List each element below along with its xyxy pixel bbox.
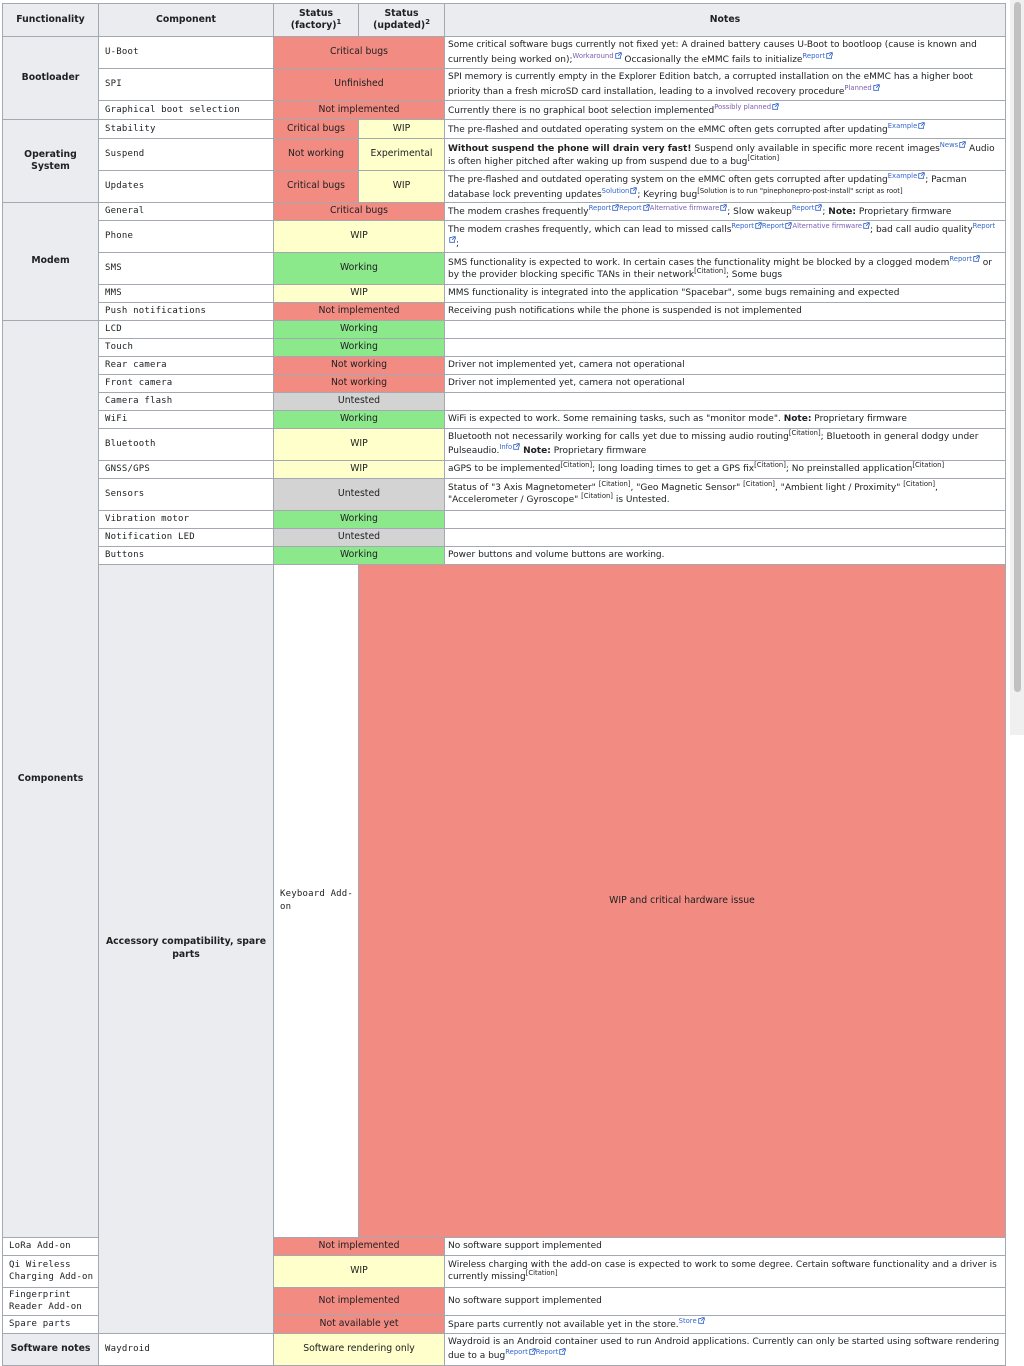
component-name: WiFi xyxy=(99,410,274,428)
citation-needed: [Citation] xyxy=(694,267,726,276)
status-badge: Software rendering only xyxy=(274,1333,445,1365)
notes-cell xyxy=(445,338,1006,356)
citation-needed: [Citation] xyxy=(747,153,780,162)
status-badge: WIP xyxy=(274,460,445,478)
notes-cell: The pre-flashed and outdated operating system on the eMMC often gets corrupted after updating$^{Example}$ xyxy=(445,120,1006,139)
news-link[interactable]: News xyxy=(939,141,959,150)
status-badge: Not available yet xyxy=(274,1315,445,1333)
component-name: Fingerprint Reader Add-on xyxy=(3,1287,99,1315)
notes-cell: Waydroid is an Android container used to run Android applications. Currently can only be started using software rendering due to a bug$^{Report Report}$ xyxy=(445,1333,1006,1365)
citation-needed: [Citation] xyxy=(788,428,821,437)
component-name: Bluetooth xyxy=(99,428,274,460)
citation-needed: [Citation] xyxy=(754,461,786,470)
header-functionality: Functionality xyxy=(3,4,99,37)
status-badge: Not implemented xyxy=(274,101,445,120)
citation-needed: [Citation] xyxy=(912,461,945,470)
notes-cell xyxy=(445,320,1006,338)
external-link-icon xyxy=(643,204,650,211)
report-link[interactable]: Report xyxy=(619,204,642,213)
group-bootloader: Bootloader xyxy=(3,37,99,120)
report-link[interactable]: Report xyxy=(949,254,972,263)
citation-needed: [Citation] xyxy=(581,492,613,501)
notes-cell: SPI memory is currently empty in the Explorer Edition batch, a corrupted installation on the eMMC has a higher boot priority than a fresh microSD card installation, leading to a involved recovery procedure$^{Planned}$ xyxy=(445,69,1006,101)
alternative-firmware-link[interactable]: Alternative firmware xyxy=(792,222,863,230)
example-link[interactable]: Example xyxy=(887,121,918,130)
row-stability xyxy=(3,120,1006,139)
header-status-updated: Status (updated)$^2$ xyxy=(359,4,445,37)
header-component: Component xyxy=(99,4,274,37)
status-badge: Not implemented xyxy=(274,1237,445,1255)
row-phone xyxy=(3,221,1006,253)
external-link-icon xyxy=(529,1348,536,1355)
status-badge: WIP xyxy=(274,428,445,460)
external-link-icon xyxy=(449,236,456,243)
notes-cell: The modem crashes frequently$^{Report Report Alternative firmware}$ ; Slow wakeup$^{Report}$ ; Note: Proprietary firmware xyxy=(445,203,1006,221)
notes-cell: Currently there is no graphical boot selection implemented$^{Possibly planned}$ xyxy=(445,101,1006,120)
notes-cell: The modem crashes frequently, which can lead to missed calls$^{Report Report Alternative firmware}$ ; bad call audio quality$^{Report}$; xyxy=(445,221,1006,253)
notes-cell: Status of "3 Axis Magnetometer" [Citation], "Geo Magnetic Sensor" [Citation], "Ambient light / Proximity" [Citation], "Accelerometer / Gyroscope" [Citation] is Untested. xyxy=(445,478,1006,510)
status-badge: Critical bugs xyxy=(274,37,445,69)
row-touch xyxy=(3,338,1006,356)
component-name: Updates xyxy=(99,171,274,203)
notes-cell: Without suspend the phone will drain very fast! Suspend only available in specific more recent images$^{News}$ Audio is often higher pitched after waking up from suspend due to a bug[Citation] xyxy=(445,139,1006,171)
group-operating-system: Operating System xyxy=(3,120,99,203)
notes-cell: The pre-flashed and outdated operating system on the eMMC often gets corrupted after updating$^{Example}$ ; Pacman database lock preventing updates$^{Solution}$ ; Keyring bug[Solution is to run "pinephonepro-post-install" script as root] xyxy=(445,171,1006,203)
notes-cell: Wireless charging with the add-on case is expected to work to some degree. Certain software functionality and a driver is currently missing[Citation] xyxy=(445,1255,1006,1287)
status-badge: Untested xyxy=(274,392,445,410)
header-row xyxy=(3,4,1006,37)
row-push-notifications xyxy=(3,302,1006,320)
row-lcd xyxy=(3,320,1006,338)
notes-cell: Power buttons and volume buttons are working. xyxy=(445,546,1006,564)
status-badge: Working xyxy=(274,410,445,428)
status-badge: Untested xyxy=(274,528,445,546)
external-link-icon xyxy=(559,1348,566,1355)
status-badge: Not implemented xyxy=(274,302,445,320)
workaround-link[interactable]: Workaround xyxy=(572,51,614,60)
citation-needed: [Citation] xyxy=(598,479,631,488)
component-name: SMS xyxy=(99,252,274,284)
row-mms xyxy=(3,284,1006,302)
status-badge: WIP xyxy=(274,1255,445,1287)
component-name: General xyxy=(99,203,274,221)
report-link[interactable]: Report xyxy=(972,222,996,230)
row-notification-led xyxy=(3,528,1006,546)
row-waydroid xyxy=(3,1333,1006,1365)
component-name: Push notifications xyxy=(99,302,274,320)
group-software-notes: Software notes xyxy=(3,1333,99,1365)
external-link-icon xyxy=(826,52,833,59)
notes-cell: aGPS to be implemented[Citation]; long loading times to get a GPS fix[Citation]; No preinstalled application[Citation] xyxy=(445,460,1006,478)
component-name: Keyboard Add-on xyxy=(274,564,359,1237)
row-gnss xyxy=(3,460,1006,478)
status-badge: Working xyxy=(274,338,445,356)
status-factory-badge: Not working xyxy=(274,139,359,171)
notes-cell: Bluetooth not necessarily working for calls yet due to missing audio routing[Citation]; Bluetooth in general dodgy under Pulseaudio.$^{Info}$ Note: Proprietary firmware xyxy=(445,428,1006,460)
component-name: SPI xyxy=(99,69,274,101)
notes-cell: SMS functionality is expected to work. In certain cases the functionality might be blocked by a clogged modem$^{Report}$ or by the provider blocking specific TANs in their network[Citation]; Some bugs xyxy=(445,252,1006,284)
row-bluetooth xyxy=(3,428,1006,460)
report-link[interactable]: Report xyxy=(535,1348,559,1357)
citation-needed: [Citation] xyxy=(903,479,936,488)
notes-cell: Spare parts currently not available yet in the store.$^{Store}$ xyxy=(445,1315,1006,1333)
row-vibration-motor xyxy=(3,510,1006,528)
row-front-camera xyxy=(3,374,1006,392)
component-name: GNSS/GPS xyxy=(99,460,274,478)
external-link-icon xyxy=(615,52,622,59)
row-keyboard-addon xyxy=(3,564,1006,1237)
store-link[interactable]: Store xyxy=(678,1316,697,1325)
external-link-icon xyxy=(973,255,980,262)
component-name: Phone xyxy=(99,221,274,253)
report-link[interactable]: Report xyxy=(731,222,754,230)
row-sms xyxy=(3,252,1006,284)
group-components: Components xyxy=(3,320,99,1237)
external-link-icon xyxy=(772,103,779,110)
status-badge: WIP and critical hardware issue xyxy=(359,564,1006,1237)
status-updated-badge: WIP xyxy=(359,120,445,139)
scrollbar-thumb[interactable] xyxy=(1014,2,1021,692)
component-name: Touch xyxy=(99,338,274,356)
status-badge: Untested xyxy=(274,478,445,510)
status-badge: WIP xyxy=(274,221,445,253)
status-badge: Not implemented xyxy=(274,1287,445,1315)
row-uboot xyxy=(3,37,1006,69)
notes-cell xyxy=(445,392,1006,410)
report-link[interactable]: Report xyxy=(505,1348,528,1357)
vertical-scrollbar[interactable] xyxy=(1010,0,1024,735)
row-updates xyxy=(3,171,1006,203)
status-badge: Not working xyxy=(274,356,445,374)
component-name: Front camera xyxy=(99,374,274,392)
component-name: Notification LED xyxy=(99,528,274,546)
solution-link[interactable]: Solution xyxy=(601,186,630,195)
notes-cell: MMS functionality is integrated into the application "Spacebar", some bugs remaining and expected xyxy=(445,284,1006,302)
external-link-icon xyxy=(755,222,762,229)
notes-cell xyxy=(445,528,1006,546)
component-name: Sensors xyxy=(99,478,274,510)
notes-cell: No software support implemented xyxy=(445,1287,1006,1315)
component-name: Rear camera xyxy=(99,356,274,374)
status-badge: Unfinished xyxy=(274,69,445,101)
possibly-planned-link[interactable]: Possibly planned xyxy=(714,102,772,111)
external-link-icon xyxy=(698,1317,705,1324)
status-badge: Working xyxy=(274,546,445,564)
planned-link[interactable]: Planned xyxy=(844,83,872,92)
header-status-factory: Status (factory)$^1$ xyxy=(274,4,359,37)
header-notes: Notes xyxy=(445,4,1006,37)
component-name: Buttons xyxy=(99,546,274,564)
group-modem: Modem xyxy=(3,203,99,321)
report-link[interactable]: Report xyxy=(802,51,825,60)
notes-cell: Receiving push notifications while the phone is suspended is not implemented xyxy=(445,302,1006,320)
row-spi xyxy=(3,69,1006,101)
row-rear-camera xyxy=(3,356,1006,374)
row-graphical-boot xyxy=(3,101,1006,120)
external-link-icon xyxy=(873,84,880,91)
status-badge: Not working xyxy=(274,374,445,392)
row-buttons xyxy=(3,546,1006,564)
report-link[interactable]: Report xyxy=(761,222,785,230)
external-link-icon xyxy=(863,222,870,229)
row-suspend xyxy=(3,139,1006,171)
report-link[interactable]: Report xyxy=(791,204,815,213)
status-badge: WIP xyxy=(274,284,445,302)
component-name: U-Boot xyxy=(99,37,274,69)
status-updated-badge: WIP xyxy=(359,171,445,203)
component-name: LoRa Add-on xyxy=(3,1237,99,1255)
row-wifi xyxy=(3,410,1006,428)
row-camera-flash xyxy=(3,392,1006,410)
component-name: Vibration motor xyxy=(99,510,274,528)
status-badge: Working xyxy=(274,320,445,338)
component-name: Qi Wireless Charging Add-on xyxy=(3,1255,99,1287)
row-modem-general xyxy=(3,203,1006,221)
citation-note: [Solution is to run "pinephonepro-post-install" script as root] xyxy=(697,186,903,195)
alternative-firmware-link[interactable]: Alternative firmware xyxy=(649,204,720,213)
citation-needed: [Citation] xyxy=(743,479,775,488)
component-name: Suspend xyxy=(99,139,274,171)
status-badge: Working xyxy=(274,252,445,284)
status-badge: Critical bugs xyxy=(274,203,445,221)
citation-needed: [Citation] xyxy=(560,461,593,470)
info-link[interactable]: Info xyxy=(499,443,513,452)
notes-cell xyxy=(445,510,1006,528)
status-table xyxy=(2,3,1006,1366)
notes-cell: WiFi is expected to work. Some remaining tasks, such as "monitor mode". Note: Proprietary firmware xyxy=(445,410,1006,428)
component-name: MMS xyxy=(99,284,274,302)
notes-cell: Driver not implemented yet, camera not operational xyxy=(445,356,1006,374)
notes-cell: Some critical software bugs currently not fixed yet: A drained battery causes U-Boot to bootloop (cause is known and currently being worked on);$^{Workaround}$ Occasionally the eMMC fails to initialize$^{Report}$ xyxy=(445,37,1006,69)
report-link[interactable]: Report xyxy=(588,204,612,213)
component-name: Waydroid xyxy=(99,1333,274,1365)
notes-cell: Driver not implemented yet, camera not operational xyxy=(445,374,1006,392)
component-name: Graphical boot selection xyxy=(99,101,274,120)
status-badge: Working xyxy=(274,510,445,528)
component-name: Camera flash xyxy=(99,392,274,410)
component-name: LCD xyxy=(99,320,274,338)
component-name: Spare parts xyxy=(3,1315,99,1333)
group-accessory: Accessory compatibility, spare parts xyxy=(99,564,274,1333)
component-name: Stability xyxy=(99,120,274,139)
status-updated-badge: Experimental xyxy=(359,139,445,171)
citation-needed: [Citation] xyxy=(525,1269,558,1278)
example-link[interactable]: Example xyxy=(887,172,918,181)
status-factory-badge: Critical bugs xyxy=(274,120,359,139)
status-factory-badge: Critical bugs xyxy=(274,171,359,203)
row-sensors xyxy=(3,478,1006,510)
external-link-icon xyxy=(918,122,925,129)
notes-cell: No software support implemented xyxy=(445,1237,1006,1255)
